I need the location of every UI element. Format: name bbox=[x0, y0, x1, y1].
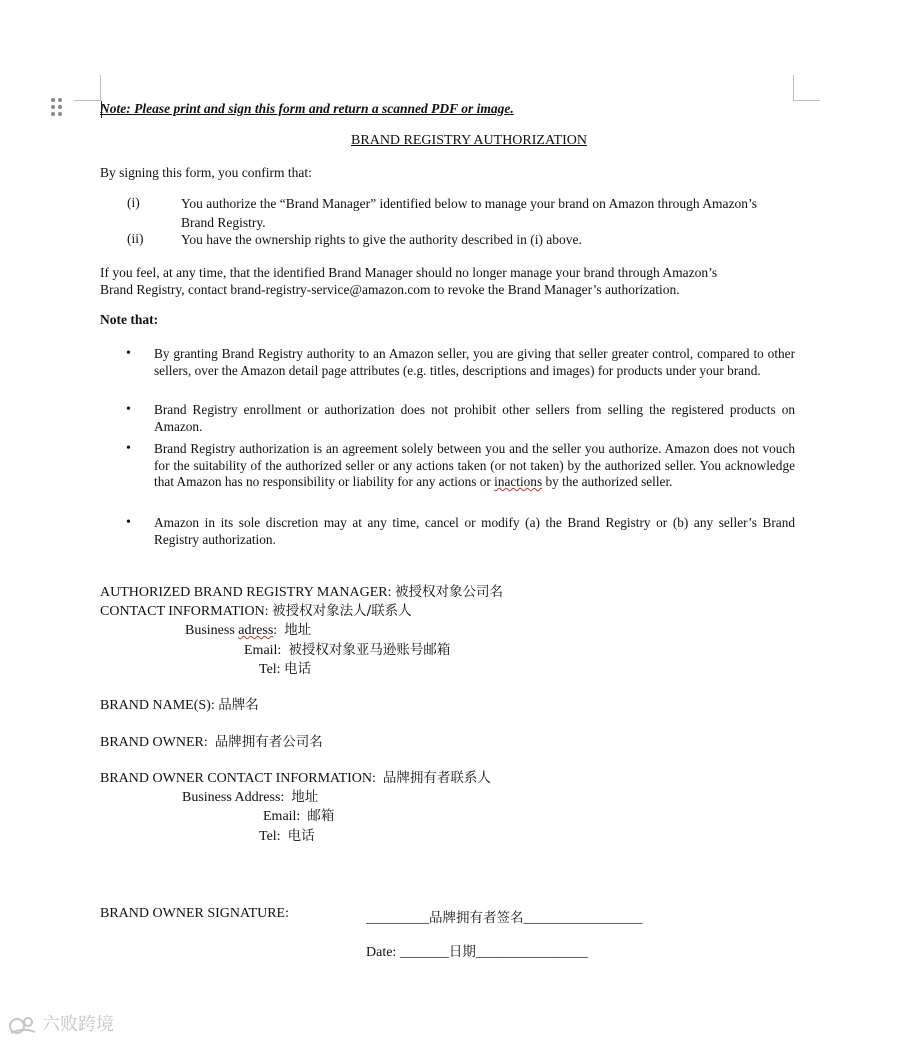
manager-tel-value[interactable]: 电话 bbox=[284, 661, 312, 677]
owner-email-label: Email: bbox=[263, 809, 301, 824]
bullet-icon: • bbox=[126, 441, 131, 456]
watermark-text: 六败跨境 bbox=[42, 1014, 114, 1035]
document-title: BRAND REGISTRY AUTHORIZATION bbox=[351, 133, 587, 148]
roman-item-1-text: You authorize the “Brand Manager” identified below to manage your brand on Amazon through Amazon’s Brand Registry. bbox=[181, 196, 757, 230]
owner-contact-value[interactable]: 品牌拥有者联系人 bbox=[382, 770, 491, 786]
address-label-start: Business bbox=[185, 623, 239, 638]
roman-item-1-number: (i) bbox=[127, 195, 140, 210]
manager-line bbox=[100, 580, 503, 601]
owner-tel-value[interactable]: 电话 bbox=[287, 828, 315, 844]
brand-owner-line bbox=[100, 730, 323, 751]
owner-email-line bbox=[263, 804, 334, 825]
date-line-start: _______ bbox=[399, 945, 449, 960]
bullet-item-3-text-start: Brand Registry authorization is an agreement solely between you and the seller you authorize. Amazon does not vouch for the suitability of the authorized seller or any actions taken (or not taken) by the authorized seller. You acknowledge that Amazon has no responsibility or liability for any actions or bbox=[154, 441, 795, 490]
contact-label: CONTACT INFORMATION: bbox=[100, 604, 269, 619]
address-label-end: : bbox=[273, 623, 278, 638]
note-that-heading: Note that: bbox=[100, 312, 159, 327]
bullet-item-2: Brand Registry enrollment or authorization does not prohibit other sellers from selling the registered products on Amazon. bbox=[154, 402, 795, 434]
manager-address-value[interactable]: 地址 bbox=[284, 622, 312, 638]
owner-contact-label: BRAND OWNER CONTACT INFORMATION: bbox=[100, 771, 376, 786]
spellcheck-flagged-word[interactable]: inactions bbox=[494, 474, 543, 490]
contact-value[interactable]: 被授权对象法人/联系人 bbox=[272, 603, 412, 619]
owner-address-label: Business Address: bbox=[182, 790, 285, 805]
owner-tel-label: Tel: bbox=[259, 829, 281, 844]
bullet-item-3 bbox=[154, 441, 795, 491]
drag-handle-icon[interactable] bbox=[51, 98, 65, 118]
contact-line bbox=[100, 599, 412, 620]
owner-address-line bbox=[182, 785, 318, 806]
brand-owner-value[interactable]: 品牌拥有者公司名 bbox=[214, 734, 323, 750]
crop-mark-top-right-vertical bbox=[793, 75, 794, 101]
bullet-icon: • bbox=[126, 402, 131, 417]
date-label: Date: bbox=[366, 945, 397, 960]
roman-item-2-text: You have the ownership rights to give the authority described in (i) above. bbox=[181, 232, 582, 247]
manager-email-line bbox=[244, 638, 450, 659]
date-field[interactable] bbox=[366, 940, 588, 961]
manager-value[interactable]: 被授权对象公司名 bbox=[395, 584, 504, 600]
brand-names-line bbox=[100, 693, 259, 714]
revoke-line-1: If you feel, at any time, that the identified Brand Manager should no longer manage your brand through Amazon’s bbox=[100, 265, 718, 280]
bullet-icon: • bbox=[126, 346, 131, 361]
watermark-logo-icon bbox=[8, 1015, 38, 1035]
manager-email-value[interactable]: 被授权对象亚马逊账号邮箱 bbox=[288, 642, 451, 658]
signature-line-start: _________ bbox=[366, 911, 429, 926]
manager-address-line bbox=[185, 618, 311, 639]
date-line-end: ________________ bbox=[475, 945, 588, 960]
owner-email-value[interactable]: 邮箱 bbox=[307, 808, 335, 824]
bullet-item-1: By granting Brand Registry authority to an Amazon seller, you are giving that seller greater control, compared to other sellers, over the Amazon detail page attributes (e.g. titles, descriptions and images) for products under your brand. bbox=[154, 346, 795, 378]
bullet-item-4: Amazon in its sole discretion may at any time, cancel or modify (a) the Brand Registry or (b) any seller’s Brand Registry authorization. bbox=[154, 515, 795, 547]
roman-item-2-number: (ii) bbox=[127, 231, 144, 246]
manager-tel-label: Tel: bbox=[259, 662, 281, 677]
crop-mark-top-left-horizontal bbox=[74, 100, 101, 101]
signature-label: BRAND OWNER SIGNATURE: bbox=[100, 906, 289, 921]
owner-address-value[interactable]: 地址 bbox=[291, 789, 319, 805]
intro-text: By signing this form, you confirm that: bbox=[100, 165, 312, 180]
date-value[interactable]: 日期 bbox=[448, 944, 476, 960]
bullet-icon: • bbox=[126, 515, 131, 530]
signature-line-end: _________________ bbox=[523, 911, 643, 926]
manager-label: AUTHORIZED BRAND REGISTRY MANAGER: bbox=[100, 585, 392, 600]
crop-mark-top-right-horizontal bbox=[793, 100, 820, 101]
owner-contact-line bbox=[100, 766, 491, 787]
owner-tel-line bbox=[259, 824, 315, 845]
brand-owner-label: BRAND OWNER: bbox=[100, 735, 208, 750]
crop-mark-top-left-vertical bbox=[100, 75, 101, 101]
manager-tel-line bbox=[259, 657, 311, 678]
manager-email-label: Email: bbox=[244, 643, 282, 658]
note-instruction: Note: Please print and sign this form and return a scanned PDF or image. bbox=[100, 101, 514, 116]
brand-names-label: BRAND NAME(S): bbox=[100, 698, 215, 713]
brand-names-value[interactable]: 品牌名 bbox=[218, 697, 259, 713]
revoke-line-2: Brand Registry, contact brand-registry-service@amazon.com to revoke the Brand Manager’s authorization. bbox=[100, 282, 680, 297]
signature-value[interactable]: 品牌拥有者签名 bbox=[429, 910, 524, 926]
watermark bbox=[8, 1010, 114, 1036]
bullet-item-3-text-end: by the authorized seller. bbox=[542, 474, 673, 490]
signature-field[interactable] bbox=[366, 906, 643, 927]
spellcheck-flagged-word[interactable]: adress bbox=[238, 623, 274, 638]
